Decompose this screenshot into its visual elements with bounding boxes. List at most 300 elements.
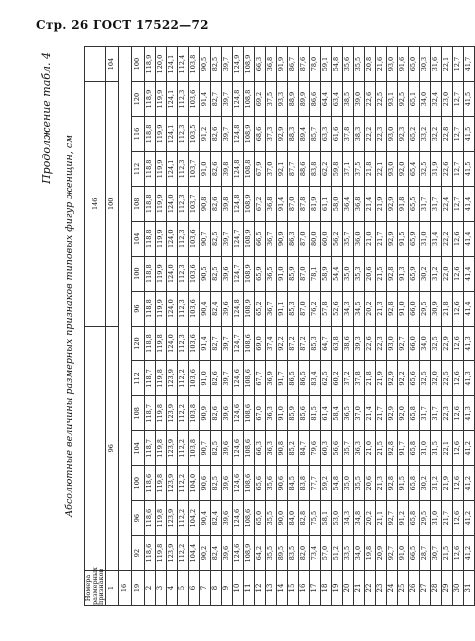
table-cell: 124,8 [232, 151, 243, 186]
table-cell: 20,9 [375, 536, 386, 571]
table-cell: 103,8 [188, 47, 199, 82]
table-cell: 65,8 [408, 466, 419, 501]
table-cell: 39,6 [221, 431, 232, 466]
table-cell: 87,0 [298, 221, 309, 256]
row-number: 30 [452, 571, 463, 606]
table-cell: 92,8 [386, 431, 397, 466]
table-cell: 91,6 [397, 47, 408, 82]
table-cell: 30,3 [419, 47, 430, 82]
header-spacer [118, 47, 131, 571]
table-cell: 66,5 [254, 221, 265, 256]
row-number: 31 [463, 571, 474, 606]
table-cell: 56,2 [331, 221, 342, 256]
table-cell: 35,7 [342, 431, 353, 466]
column-header: 120 [131, 82, 144, 117]
table-cell: 12,7 [452, 186, 463, 221]
table-cell: 41,5 [463, 151, 474, 186]
table-cell: 112,2 [177, 466, 188, 501]
table-cell: 124,7 [232, 326, 243, 361]
table-row [177, 47, 188, 606]
table-cell: 21,7 [375, 221, 386, 256]
table-cell: 35,3 [353, 256, 364, 291]
table-cell: 65,8 [408, 501, 419, 536]
table-cell: 35,6 [265, 466, 276, 501]
table-cell: 123,9 [166, 466, 177, 501]
table-cell: 39,6 [221, 466, 232, 501]
table-cell: 66,0 [408, 291, 419, 326]
table-cell: 21,3 [375, 291, 386, 326]
table-cell: 21,0 [364, 431, 375, 466]
table-cell: 118,9 [144, 82, 155, 117]
table-cell: 65,0 [254, 501, 265, 536]
table-cell: 21,5 [441, 536, 452, 571]
table-cell: 65,8 [408, 396, 419, 431]
table-cell: 36,7 [265, 221, 276, 256]
table-cell: 124,1 [166, 47, 177, 82]
table-cell: 123,9 [166, 501, 177, 536]
table-cell: 21,9 [441, 466, 452, 501]
row-number: 9 [221, 571, 232, 606]
table-cell: 103,8 [188, 431, 199, 466]
table-cell: 31,6 [430, 47, 441, 82]
table-cell: 85,9 [287, 256, 298, 291]
table-cell: 38,3 [353, 117, 364, 152]
table-row [364, 47, 375, 606]
table-row [452, 47, 463, 606]
table-cell: 123,9 [166, 396, 177, 431]
table-row [287, 47, 298, 606]
table-cell: 89,5 [276, 536, 287, 571]
table-cell: 36,9 [265, 361, 276, 396]
table-cell: 57,0 [320, 536, 331, 571]
table-cell: 82,0 [298, 536, 309, 571]
table-cell: 108,8 [243, 151, 254, 186]
header-col-16: 16 [118, 571, 131, 606]
table-cell: 123,9 [166, 536, 177, 571]
table-cell: 66,5 [408, 536, 419, 571]
table-cell: 39,8 [221, 186, 232, 221]
table-cell: 91,7 [276, 361, 287, 396]
row-number: 25 [397, 571, 408, 606]
table-cell: 21,9 [375, 361, 386, 396]
table-cell: 124,6 [232, 396, 243, 431]
table-cell: 112,3 [177, 221, 188, 256]
table-cell: 12,6 [452, 256, 463, 291]
table-cell: 65,4 [408, 151, 419, 186]
table-cell: 112,3 [177, 82, 188, 117]
table-cell: 21,4 [364, 186, 375, 221]
table-cell: 31,2 [430, 466, 441, 501]
table-cell: 65,0 [408, 47, 419, 82]
table-cell: 82,7 [210, 82, 221, 117]
table-cell: 92,9 [386, 396, 397, 431]
table-row [155, 47, 166, 606]
table-cell: 34,0 [419, 326, 430, 361]
table-cell: 58,9 [320, 256, 331, 291]
table-cell: 112,2 [177, 536, 188, 571]
header-col-19: 19 [131, 571, 144, 606]
table-cell: 58,4 [331, 396, 342, 431]
table-cell: 28,7 [419, 536, 430, 571]
table-cell: 81,5 [309, 396, 320, 431]
table-cell: 65,9 [408, 221, 419, 256]
table-cell: 124,1 [166, 117, 177, 152]
table-cell: 87,0 [298, 291, 309, 326]
table-cell: 124,6 [232, 501, 243, 536]
table-row [386, 47, 397, 606]
table-cell: 41,5 [463, 82, 474, 117]
table-cell: 118,8 [144, 151, 155, 186]
table-cell: 37,5 [353, 151, 364, 186]
rotated-table-block [38, 46, 473, 606]
table-row [320, 47, 331, 606]
table-cell: 64,2 [254, 536, 265, 571]
table-cell: 83,8 [298, 466, 309, 501]
row-number: 26 [408, 571, 419, 606]
table-cell: 124,0 [166, 256, 177, 291]
row-number: 17 [309, 571, 320, 606]
table-cell: 21,6 [375, 47, 386, 82]
table-cell: 91,5 [397, 466, 408, 501]
table-cell: 93,0 [386, 117, 397, 152]
table-cell: 119,8 [155, 501, 166, 536]
row-number: 8 [210, 571, 221, 606]
table-cell: 22,3 [375, 117, 386, 152]
table-cell: 66,3 [254, 47, 265, 82]
table-cell: 34,5 [353, 291, 364, 326]
table-cell: 108,6 [243, 326, 254, 361]
table-cell: 93,3 [276, 82, 287, 117]
table-cell: 38,6 [342, 326, 353, 361]
table-cell: 67,0 [254, 396, 265, 431]
table-cell: 85,9 [287, 396, 298, 431]
table-cell: 78,0 [309, 47, 320, 82]
table-cell: 87,7 [287, 151, 298, 186]
table-cell: 41,3 [463, 361, 474, 396]
table-cell: 85,7 [309, 117, 320, 152]
table-row [419, 47, 430, 606]
column-header: 100 [131, 47, 144, 82]
table-cell: 124,0 [166, 291, 177, 326]
table-cell: 39,6 [221, 291, 232, 326]
table-cell: 63,3 [320, 117, 331, 152]
table-cell: 83,8 [309, 151, 320, 186]
table-cell: 77,7 [309, 466, 320, 501]
table-cell: 21,7 [375, 396, 386, 431]
table-cell: 85,6 [298, 396, 309, 431]
column-header: 92 [131, 536, 144, 571]
table-cell: 124,9 [232, 47, 243, 82]
table-cell: 65,6 [408, 361, 419, 396]
row-number: 11 [243, 571, 254, 606]
table-cell: 54,8 [331, 466, 342, 501]
table-cell: 119,9 [155, 186, 166, 221]
table-cell: 65,1 [408, 82, 419, 117]
table-cell: 92,7 [386, 501, 397, 536]
table-cell: 35,5 [265, 501, 276, 536]
table-cell: 119,8 [155, 466, 166, 501]
table-cell: 123,9 [166, 361, 177, 396]
table-cell: 32,5 [430, 326, 441, 361]
table-cell: 87,6 [298, 47, 309, 82]
table-cell: 104,4 [188, 536, 199, 571]
table-cell: 56,6 [331, 431, 342, 466]
table-cell: 67,2 [254, 186, 265, 221]
table-cell: 91,1 [276, 291, 287, 326]
row-number: 5 [177, 571, 188, 606]
table-cell: 41,2 [463, 431, 474, 466]
table-cell: 112,3 [177, 117, 188, 152]
table-cell: 87,2 [298, 326, 309, 361]
row-number: 7 [199, 571, 210, 606]
table-cell: 124,0 [166, 326, 177, 361]
table-cell: 91,4 [276, 186, 287, 221]
table-cell: 53,0 [331, 501, 342, 536]
table-cell: 112,3 [177, 186, 188, 221]
table-cell: 86,5 [298, 361, 309, 396]
table-cell: 91,7 [397, 431, 408, 466]
table-cell: 65,9 [254, 256, 265, 291]
table-cell: 108,9 [243, 536, 254, 571]
table-cell: 37,0 [353, 396, 364, 431]
table-cell: 67,9 [254, 151, 265, 186]
table-cell: 39,7 [221, 221, 232, 256]
table-cell: 35,5 [353, 47, 364, 82]
table-cell: 103,6 [188, 221, 199, 256]
table-cell: 118,7 [144, 431, 155, 466]
table-cell: 90,9 [199, 396, 210, 431]
table-cell: 36,8 [265, 47, 276, 82]
table-row [397, 47, 408, 606]
table-cell: 124,7 [232, 221, 243, 256]
table-cell: 118,6 [144, 501, 155, 536]
table-cell: 38,5 [342, 82, 353, 117]
table-cell: 61,1 [320, 186, 331, 221]
table-cell: 82,4 [210, 501, 221, 536]
table-cell: 22,5 [375, 82, 386, 117]
table-row [144, 47, 155, 606]
table-cell: 12,6 [452, 221, 463, 256]
table-cell: 64,7 [320, 326, 331, 361]
table-cell: 41,4 [463, 186, 474, 221]
table-cell: 91,5 [397, 221, 408, 256]
table-cell: 112,2 [177, 361, 188, 396]
row-number: 14 [276, 571, 287, 606]
table-cell: 82,6 [210, 186, 221, 221]
table-cell: 41,2 [463, 501, 474, 536]
table-cell: 34,3 [342, 501, 353, 536]
table-cell: 124,8 [232, 291, 243, 326]
table-cell: 119,8 [155, 326, 166, 361]
header-group-a [85, 326, 106, 570]
table-cell: 92,2 [397, 361, 408, 396]
table-cell: 36,5 [265, 256, 276, 291]
table-cell: 63,8 [331, 326, 342, 361]
header-size-96: 96 [105, 326, 118, 570]
table-cell: 84,0 [287, 501, 298, 536]
table-cell: 118,7 [144, 396, 155, 431]
table-cell: 91,0 [276, 396, 287, 431]
table-cell: 92,0 [397, 396, 408, 431]
table-cell: 103,7 [188, 151, 199, 186]
table-cell: 112,2 [177, 431, 188, 466]
table-cell: 89,9 [298, 82, 309, 117]
table-cell: 92,3 [397, 117, 408, 152]
table-cell: 91,0 [276, 256, 287, 291]
row-number: 24 [386, 571, 397, 606]
table-cell: 104,0 [188, 466, 199, 501]
table-cell: 21,0 [364, 221, 375, 256]
table-row [265, 47, 276, 606]
table-cell: 37,2 [342, 361, 353, 396]
table-cell: 112,2 [177, 396, 188, 431]
row-number: 22 [364, 571, 375, 606]
table-cell: 12,6 [452, 396, 463, 431]
table-cell: 59,1 [320, 47, 331, 82]
table-cell: 21,8 [441, 291, 452, 326]
table-cell: 21,5 [375, 256, 386, 291]
table-cell: 21,7 [441, 501, 452, 536]
table-cell: 91,4 [199, 82, 210, 117]
table-cell: 124,8 [232, 186, 243, 221]
table-cell: 87,2 [287, 326, 298, 361]
table-cell: 85,3 [309, 326, 320, 361]
table-cell: 103,5 [188, 117, 199, 152]
row-number: 23 [375, 571, 386, 606]
table-cell: 73,4 [309, 536, 320, 571]
header-height: 146 [85, 82, 106, 326]
table-cell: 39,7 [221, 117, 232, 152]
table-cell: 112,4 [177, 47, 188, 82]
table-cell: 60,2 [331, 361, 342, 396]
table-cell: 118,6 [144, 466, 155, 501]
table-cell: 91,2 [199, 117, 210, 152]
table-cell: 39,6 [221, 396, 232, 431]
table-row [375, 47, 386, 606]
table-cell: 82,4 [210, 291, 221, 326]
table-cell: 54,4 [331, 256, 342, 291]
table-cell: 108,6 [243, 361, 254, 396]
table-cell: 81,9 [309, 186, 320, 221]
table-row [232, 47, 243, 606]
table-cell: 12,7 [452, 117, 463, 152]
row-number: 3 [155, 571, 166, 606]
table-row [353, 47, 364, 606]
table-cell: 88,6 [298, 151, 309, 186]
table-cell: 22,2 [364, 117, 375, 152]
table-row [331, 47, 342, 606]
table-cell: 65,2 [254, 291, 265, 326]
table-row [463, 47, 474, 606]
table-cell: 61,6 [331, 117, 342, 152]
table-cell: 39,6 [221, 501, 232, 536]
table-cell: 20,2 [364, 501, 375, 536]
table-cell: 82,6 [210, 361, 221, 396]
table-cell: 124,7 [232, 256, 243, 291]
table-cell: 31,9 [430, 151, 441, 186]
table-cell: 51,2 [331, 536, 342, 571]
table-cell: 32,5 [419, 361, 430, 396]
table-cell: 91,0 [199, 361, 210, 396]
table-cell: 20,6 [364, 256, 375, 291]
table-cell: 20,2 [364, 291, 375, 326]
table-cell: 90,5 [199, 47, 210, 82]
table-row [408, 47, 419, 606]
table-cell: 93,0 [386, 326, 397, 361]
table-cell: 39,3 [353, 326, 364, 361]
table-cell: 90,7 [199, 221, 210, 256]
table-cell: 88,9 [287, 82, 298, 117]
table-cell: 34,0 [353, 536, 364, 571]
table-cell: 104,2 [188, 501, 199, 536]
table-cell: 92,5 [397, 82, 408, 117]
table-cell: 37,8 [342, 117, 353, 152]
table-cell: 82,6 [210, 117, 221, 152]
row-number: 4 [166, 571, 177, 606]
table-cell: 93,0 [386, 151, 397, 186]
table-cell: 69,0 [254, 326, 265, 361]
table-cell: 41,4 [463, 291, 474, 326]
table-cell: 82,7 [210, 326, 221, 361]
table-row [276, 47, 287, 606]
table-cell: 39,7 [221, 47, 232, 82]
table-cell: 12,6 [452, 431, 463, 466]
table-cell: 39,7 [221, 361, 232, 396]
table-cell: 90,8 [276, 431, 287, 466]
table-cell: 41,4 [463, 256, 474, 291]
table-cell: 12,6 [452, 466, 463, 501]
row-number: 13 [265, 571, 276, 606]
table-cell: 90,5 [199, 256, 210, 291]
table-cell: 92,7 [386, 536, 397, 571]
table-cell: 91,8 [397, 186, 408, 221]
table-cell: 22,5 [441, 361, 452, 396]
table-cell: 12,7 [452, 47, 463, 82]
table-cell: 37,1 [342, 151, 353, 186]
table-cell: 66,3 [254, 431, 265, 466]
column-header: 96 [131, 291, 144, 326]
table-cell: 92,8 [386, 291, 397, 326]
table-cell: 21,5 [375, 431, 386, 466]
table-cell: 91,0 [397, 291, 408, 326]
table-cell: 118,9 [144, 47, 155, 82]
table-cell: 124,8 [232, 82, 243, 117]
table-cell: 108,6 [243, 396, 254, 431]
table-cell: 119,9 [155, 82, 166, 117]
table-cell: 124,0 [166, 221, 177, 256]
table-cell: 120,0 [155, 47, 166, 82]
table-cell: 119,8 [155, 431, 166, 466]
row-number: 6 [188, 571, 199, 606]
table-cell: 103,6 [188, 291, 199, 326]
table-cell: 69,2 [254, 82, 265, 117]
table-cell: 59,2 [320, 466, 331, 501]
table-cell: 91,3 [397, 256, 408, 291]
table-cell: 119,8 [155, 361, 166, 396]
table-cell: 93,1 [386, 82, 397, 117]
table-cell: 41,2 [463, 466, 474, 501]
column-header: 116 [131, 117, 144, 152]
table-title: Продолжение табл. 4 [40, 52, 53, 184]
table-cell: 29,5 [419, 291, 430, 326]
table-cell: 36,8 [265, 186, 276, 221]
table-cell: 118,8 [144, 256, 155, 291]
row-number: 29 [441, 571, 452, 606]
table-cell: 31,7 [419, 186, 430, 221]
table-cell: 22,9 [441, 326, 452, 361]
table-cell: 65,8 [408, 431, 419, 466]
table-cell: 35,7 [342, 221, 353, 256]
